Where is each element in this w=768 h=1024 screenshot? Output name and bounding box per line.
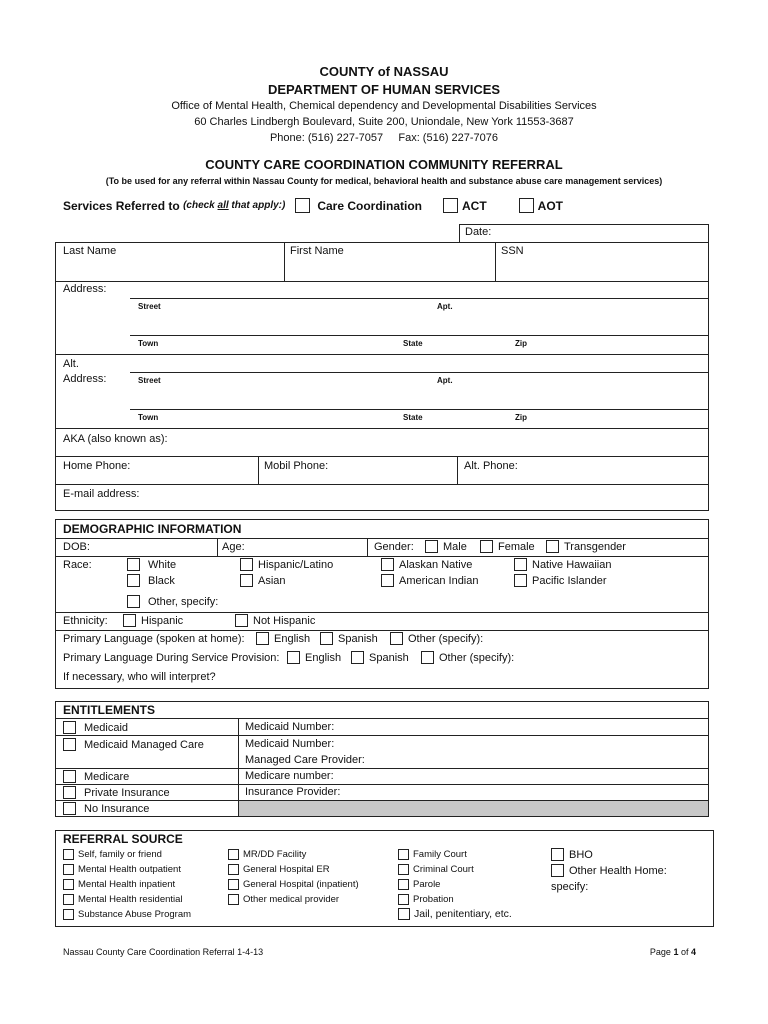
age-label: Age: <box>222 541 245 553</box>
private-insurance-label: Private Insurance <box>84 786 170 799</box>
street-label: Street <box>138 302 161 311</box>
ref-other-medical-label: Other medical provider <box>243 894 340 905</box>
home-other-label: Other (specify): <box>408 632 484 645</box>
alaskan-native-label: Alaskan Native <box>399 558 473 571</box>
ref-self-label: Self, family or friend <box>78 849 162 860</box>
race-black-option[interactable] <box>127 574 175 587</box>
ref-substance-checkbox[interactable] <box>63 909 74 920</box>
ref-er-option[interactable] <box>228 864 330 875</box>
no-insurance-option[interactable] <box>63 802 149 815</box>
divider <box>130 409 709 410</box>
divider <box>55 630 709 631</box>
home-spanish-option[interactable] <box>320 632 378 645</box>
act-checkbox[interactable] <box>443 198 458 213</box>
race-hispanic-option[interactable] <box>240 558 333 571</box>
care-coordination-checkbox[interactable] <box>295 198 310 213</box>
divider <box>457 456 458 484</box>
home-spanish-label: Spanish <box>338 632 378 645</box>
ref-mh-residential-label: Mental Health residential <box>78 894 183 905</box>
service-other-label: Other (specify): <box>439 651 515 664</box>
alt-address-label: Address: <box>63 373 107 385</box>
service-spanish-label: Spanish <box>369 651 409 664</box>
home-english-option[interactable] <box>256 632 310 645</box>
dob-label: DOB: <box>63 541 90 553</box>
ref-other-health-home-label: Other Health Home: <box>569 864 667 877</box>
private-insurance-option[interactable] <box>63 786 170 799</box>
race-hawaiian-option[interactable] <box>514 558 611 571</box>
ref-gh-inpatient-option[interactable] <box>228 879 359 890</box>
page-mid: of <box>678 947 691 957</box>
service-spanish-checkbox[interactable] <box>351 651 364 664</box>
apt-label: Apt. <box>437 302 453 311</box>
ref-mh-inpatient-label: Mental Health inpatient <box>78 879 176 890</box>
divider <box>284 242 285 281</box>
medicare-checkbox[interactable] <box>63 770 76 783</box>
county-heading: COUNTY of NASSAU <box>319 64 449 79</box>
pacific-islander-checkbox[interactable] <box>514 574 527 587</box>
referral-source-title: REFERRAL SOURCE <box>63 832 183 846</box>
no-insurance-checkbox[interactable] <box>63 802 76 815</box>
page-current: 1 <box>673 947 679 957</box>
divider <box>130 372 709 373</box>
date-field[interactable] <box>459 224 709 243</box>
page-prefix: Page <box>649 947 674 957</box>
male-label: Male <box>443 540 467 553</box>
alt-street-label: Street <box>138 376 161 385</box>
divider <box>367 538 368 556</box>
gender-female-option[interactable] <box>480 540 535 553</box>
race-american-indian-option[interactable] <box>381 574 479 587</box>
ref-criminal-court-checkbox[interactable] <box>398 864 409 875</box>
ethnicity-hispanic-option[interactable] <box>123 614 183 627</box>
american-indian-checkbox[interactable] <box>381 574 394 587</box>
ref-bho-option[interactable] <box>551 848 593 861</box>
race-label: Race: <box>63 559 92 571</box>
service-spanish-option[interactable] <box>351 651 409 664</box>
divider <box>55 354 709 355</box>
ref-jail-label: Jail, penitentiary, etc. <box>414 908 512 920</box>
ref-self-option[interactable] <box>63 849 162 860</box>
ref-family-court-checkbox[interactable] <box>398 849 409 860</box>
divider <box>55 484 709 485</box>
address-line: 60 Charles Lindbergh Boulevard, Suite 200, Uniondale, New York 11553-3687 <box>194 116 574 128</box>
act-label: ACT <box>462 198 487 213</box>
medicaid-managed-checkbox[interactable] <box>63 738 76 751</box>
divider <box>55 281 709 282</box>
divider <box>55 784 709 785</box>
entitlements-title: ENTITLEMENTS <box>63 703 155 717</box>
divider <box>55 735 709 736</box>
hispanic-latino-label: Hispanic/Latino <box>258 558 334 571</box>
ref-jail-option[interactable] <box>398 908 512 920</box>
transgender-checkbox[interactable] <box>546 540 559 553</box>
alt-state-label: State <box>403 413 423 422</box>
ref-mh-inpatient-checkbox[interactable] <box>63 879 74 890</box>
town-label: Town <box>138 339 159 348</box>
zip-label: Zip <box>515 339 527 348</box>
ref-probation-label: Probation <box>413 894 454 905</box>
ssn-label: SSN <box>501 245 524 257</box>
race-pacific-option[interactable] <box>514 574 607 587</box>
ref-jail-checkbox[interactable] <box>398 908 410 920</box>
medicaid-managed-label: Medicaid Managed Care <box>84 738 204 751</box>
aka-label: AKA (also known as): <box>63 433 168 445</box>
office-line: Office of Mental Health, Chemical dependency and Developmental Disabilities Services <box>171 100 597 112</box>
ref-gh-inpatient-label: General Hospital (inpatient) <box>243 879 359 890</box>
service-other-checkbox[interactable] <box>421 651 434 664</box>
home-other-option[interactable] <box>390 632 483 645</box>
insurance-provider-label: Insurance Provider: <box>245 786 341 798</box>
services-hint-pre: (check <box>183 200 218 211</box>
alt-town-label: Town <box>138 413 159 422</box>
ref-bho-label: BHO <box>569 848 593 861</box>
race-alaskan-option[interactable] <box>381 558 472 571</box>
ref-criminal-court-option[interactable] <box>398 864 474 875</box>
home-english-checkbox[interactable] <box>256 632 269 645</box>
demographic-title: DEMOGRAPHIC INFORMATION <box>63 522 242 536</box>
divider <box>55 538 709 539</box>
home-other-checkbox[interactable] <box>390 632 403 645</box>
care-coordination-label: Care Coordination <box>317 198 422 213</box>
not-hispanic-label: Not Hispanic <box>253 614 316 627</box>
ref-specify-label: specify: <box>551 881 589 893</box>
home-phone-label: Home Phone: <box>63 460 131 472</box>
ethnicity-hispanic-checkbox[interactable] <box>123 614 136 627</box>
form-title: COUNTY CARE COORDINATION COMMUNITY REFERRAL <box>205 157 563 172</box>
services-referred-row <box>63 198 563 213</box>
ref-mh-outpatient-checkbox[interactable] <box>63 864 74 875</box>
ref-probation-option[interactable] <box>398 894 454 905</box>
black-label: Black <box>148 574 175 587</box>
state-label: State <box>403 339 423 348</box>
ethnicity-label: Ethnicity: <box>63 615 108 627</box>
ref-mrdd-checkbox[interactable] <box>228 849 239 860</box>
ref-substance-label: Substance Abuse Program <box>78 909 192 920</box>
ref-probation-checkbox[interactable] <box>398 894 409 905</box>
divider <box>495 242 496 281</box>
department-heading: DEPARTMENT OF HUMAN SERVICES <box>267 82 501 97</box>
language-home-label: Primary Language (spoken at home): <box>63 633 245 645</box>
home-spanish-checkbox[interactable] <box>320 632 333 645</box>
alt-label: Alt. <box>63 358 79 370</box>
services-label: Services Referred to <box>63 198 184 213</box>
services-hint <box>183 200 285 211</box>
female-checkbox[interactable] <box>480 540 493 553</box>
gender-transgender-option[interactable] <box>546 540 626 553</box>
ref-parole-checkbox[interactable] <box>398 879 409 890</box>
white-checkbox[interactable] <box>127 558 140 571</box>
aot-checkbox[interactable] <box>519 198 534 213</box>
ref-mrdd-option[interactable] <box>228 849 306 860</box>
footer-form-id: Nassau County Care Coordination Referral 1-4-13 <box>63 947 264 957</box>
not-hispanic-checkbox[interactable] <box>235 614 248 627</box>
home-english-label: English <box>274 632 311 645</box>
ref-gh-inpatient-checkbox[interactable] <box>228 879 239 890</box>
race-other-option[interactable] <box>127 595 218 608</box>
black-checkbox[interactable] <box>127 574 140 587</box>
ref-mh-outpatient-label: Mental Health outpatient <box>78 864 181 875</box>
medicaid-checkbox[interactable] <box>63 721 76 734</box>
ref-mh-residential-option[interactable] <box>63 894 183 905</box>
managed-medicaid-number-label: Medicaid Number: <box>245 738 335 750</box>
medicaid-number-label: Medicaid Number: <box>245 721 335 733</box>
email-label: E-mail address: <box>63 488 140 500</box>
ref-er-label: General Hospital ER <box>243 864 330 875</box>
services-hint-all: all <box>217 200 229 211</box>
footer-page-number <box>650 947 696 957</box>
native-hawaiian-checkbox[interactable] <box>514 558 527 571</box>
ref-other-medical-checkbox[interactable] <box>228 894 239 905</box>
alt-zip-label: Zip <box>515 413 527 422</box>
male-checkbox[interactable] <box>425 540 438 553</box>
first-name-label: First Name <box>290 245 344 257</box>
ref-er-checkbox[interactable] <box>228 864 239 875</box>
service-english-checkbox[interactable] <box>287 651 300 664</box>
american-indian-label: American Indian <box>399 574 479 587</box>
divider <box>55 768 709 769</box>
medicare-label: Medicare <box>84 770 130 783</box>
ethnicity-hispanic-label: Hispanic <box>141 614 184 627</box>
ref-mh-inpatient-option[interactable] <box>63 879 175 890</box>
address-label: Address: <box>63 283 107 295</box>
race-white-option[interactable] <box>127 558 176 571</box>
divider <box>55 718 709 719</box>
phone-line: Phone: (516) 227-7057 Fax: (516) 227-7076 <box>269 132 499 144</box>
ref-other-health-home-option[interactable] <box>551 864 667 877</box>
divider <box>55 456 709 457</box>
mobil-phone-label: Mobil Phone: <box>264 460 329 472</box>
aot-label: AOT <box>537 198 564 213</box>
managed-care-provider-label: Managed Care Provider: <box>245 754 365 766</box>
white-label: White <box>148 558 177 571</box>
alt-phone-label: Alt. Phone: <box>464 460 518 472</box>
ref-mh-residential-checkbox[interactable] <box>63 894 74 905</box>
medicaid-option[interactable] <box>63 721 128 734</box>
ref-bho-checkbox[interactable] <box>551 848 564 861</box>
other-race-label: Other, specify: <box>148 595 219 608</box>
private-insurance-checkbox[interactable] <box>63 786 76 799</box>
divider <box>55 612 709 613</box>
date-label: Date: <box>465 226 492 238</box>
ref-other-medical-option[interactable] <box>228 894 339 905</box>
ref-other-health-home-checkbox[interactable] <box>551 864 564 877</box>
ref-mh-outpatient-option[interactable] <box>63 864 181 875</box>
ref-substance-option[interactable] <box>63 909 191 920</box>
transgender-label: Transgender <box>564 540 626 553</box>
divider <box>217 538 218 556</box>
ref-parole-option[interactable] <box>398 879 440 890</box>
race-asian-option[interactable] <box>240 574 286 587</box>
medicare-number-label: Medicare number: <box>245 770 334 782</box>
service-other-option[interactable] <box>421 651 514 664</box>
female-label: Female <box>498 540 535 553</box>
native-hawaiian-label: Native Hawaiian <box>532 558 612 571</box>
ref-family-court-label: Family Court <box>413 849 467 860</box>
ref-self-checkbox[interactable] <box>63 849 74 860</box>
services-hint-post: that apply:) <box>228 200 286 211</box>
no-insurance-label: No Insurance <box>84 802 150 815</box>
ethnicity-not-hispanic-option[interactable] <box>235 614 315 627</box>
page-total: 4 <box>690 947 696 957</box>
divider <box>55 800 709 801</box>
service-english-label: English <box>305 651 342 664</box>
medicaid-managed-option[interactable] <box>63 738 204 751</box>
ref-parole-label: Parole <box>413 879 441 890</box>
form-subtitle: (To be used for any referral within Nassau County for medical, behavioral health and substance abuse care management services) <box>105 176 663 186</box>
service-english-option[interactable] <box>287 651 341 664</box>
alt-apt-label: Apt. <box>437 376 453 385</box>
alaskan-native-checkbox[interactable] <box>381 558 394 571</box>
ref-family-court-option[interactable] <box>398 849 467 860</box>
medicare-option[interactable] <box>63 770 129 783</box>
interpret-label: If necessary, who will interpret? <box>63 671 216 683</box>
asian-checkbox[interactable] <box>240 574 253 587</box>
divider <box>130 298 709 299</box>
gender-male-option[interactable] <box>425 540 467 553</box>
gender-label: Gender: <box>374 541 414 553</box>
asian-label: Asian <box>258 574 286 587</box>
divider <box>55 556 709 557</box>
language-service-label: Primary Language During Service Provision: <box>63 652 280 664</box>
medicaid-label: Medicaid <box>84 721 129 734</box>
other-race-checkbox[interactable] <box>127 595 140 608</box>
divider <box>130 335 709 336</box>
divider <box>55 428 709 429</box>
no-insurance-gray-cell <box>239 801 708 816</box>
hispanic-latino-checkbox[interactable] <box>240 558 253 571</box>
last-name-label: Last Name <box>63 245 117 257</box>
divider <box>258 456 259 484</box>
ref-mrdd-label: MR/DD Facility <box>243 849 307 860</box>
ref-criminal-court-label: Criminal Court <box>413 864 474 875</box>
pacific-islander-label: Pacific Islander <box>532 574 607 587</box>
